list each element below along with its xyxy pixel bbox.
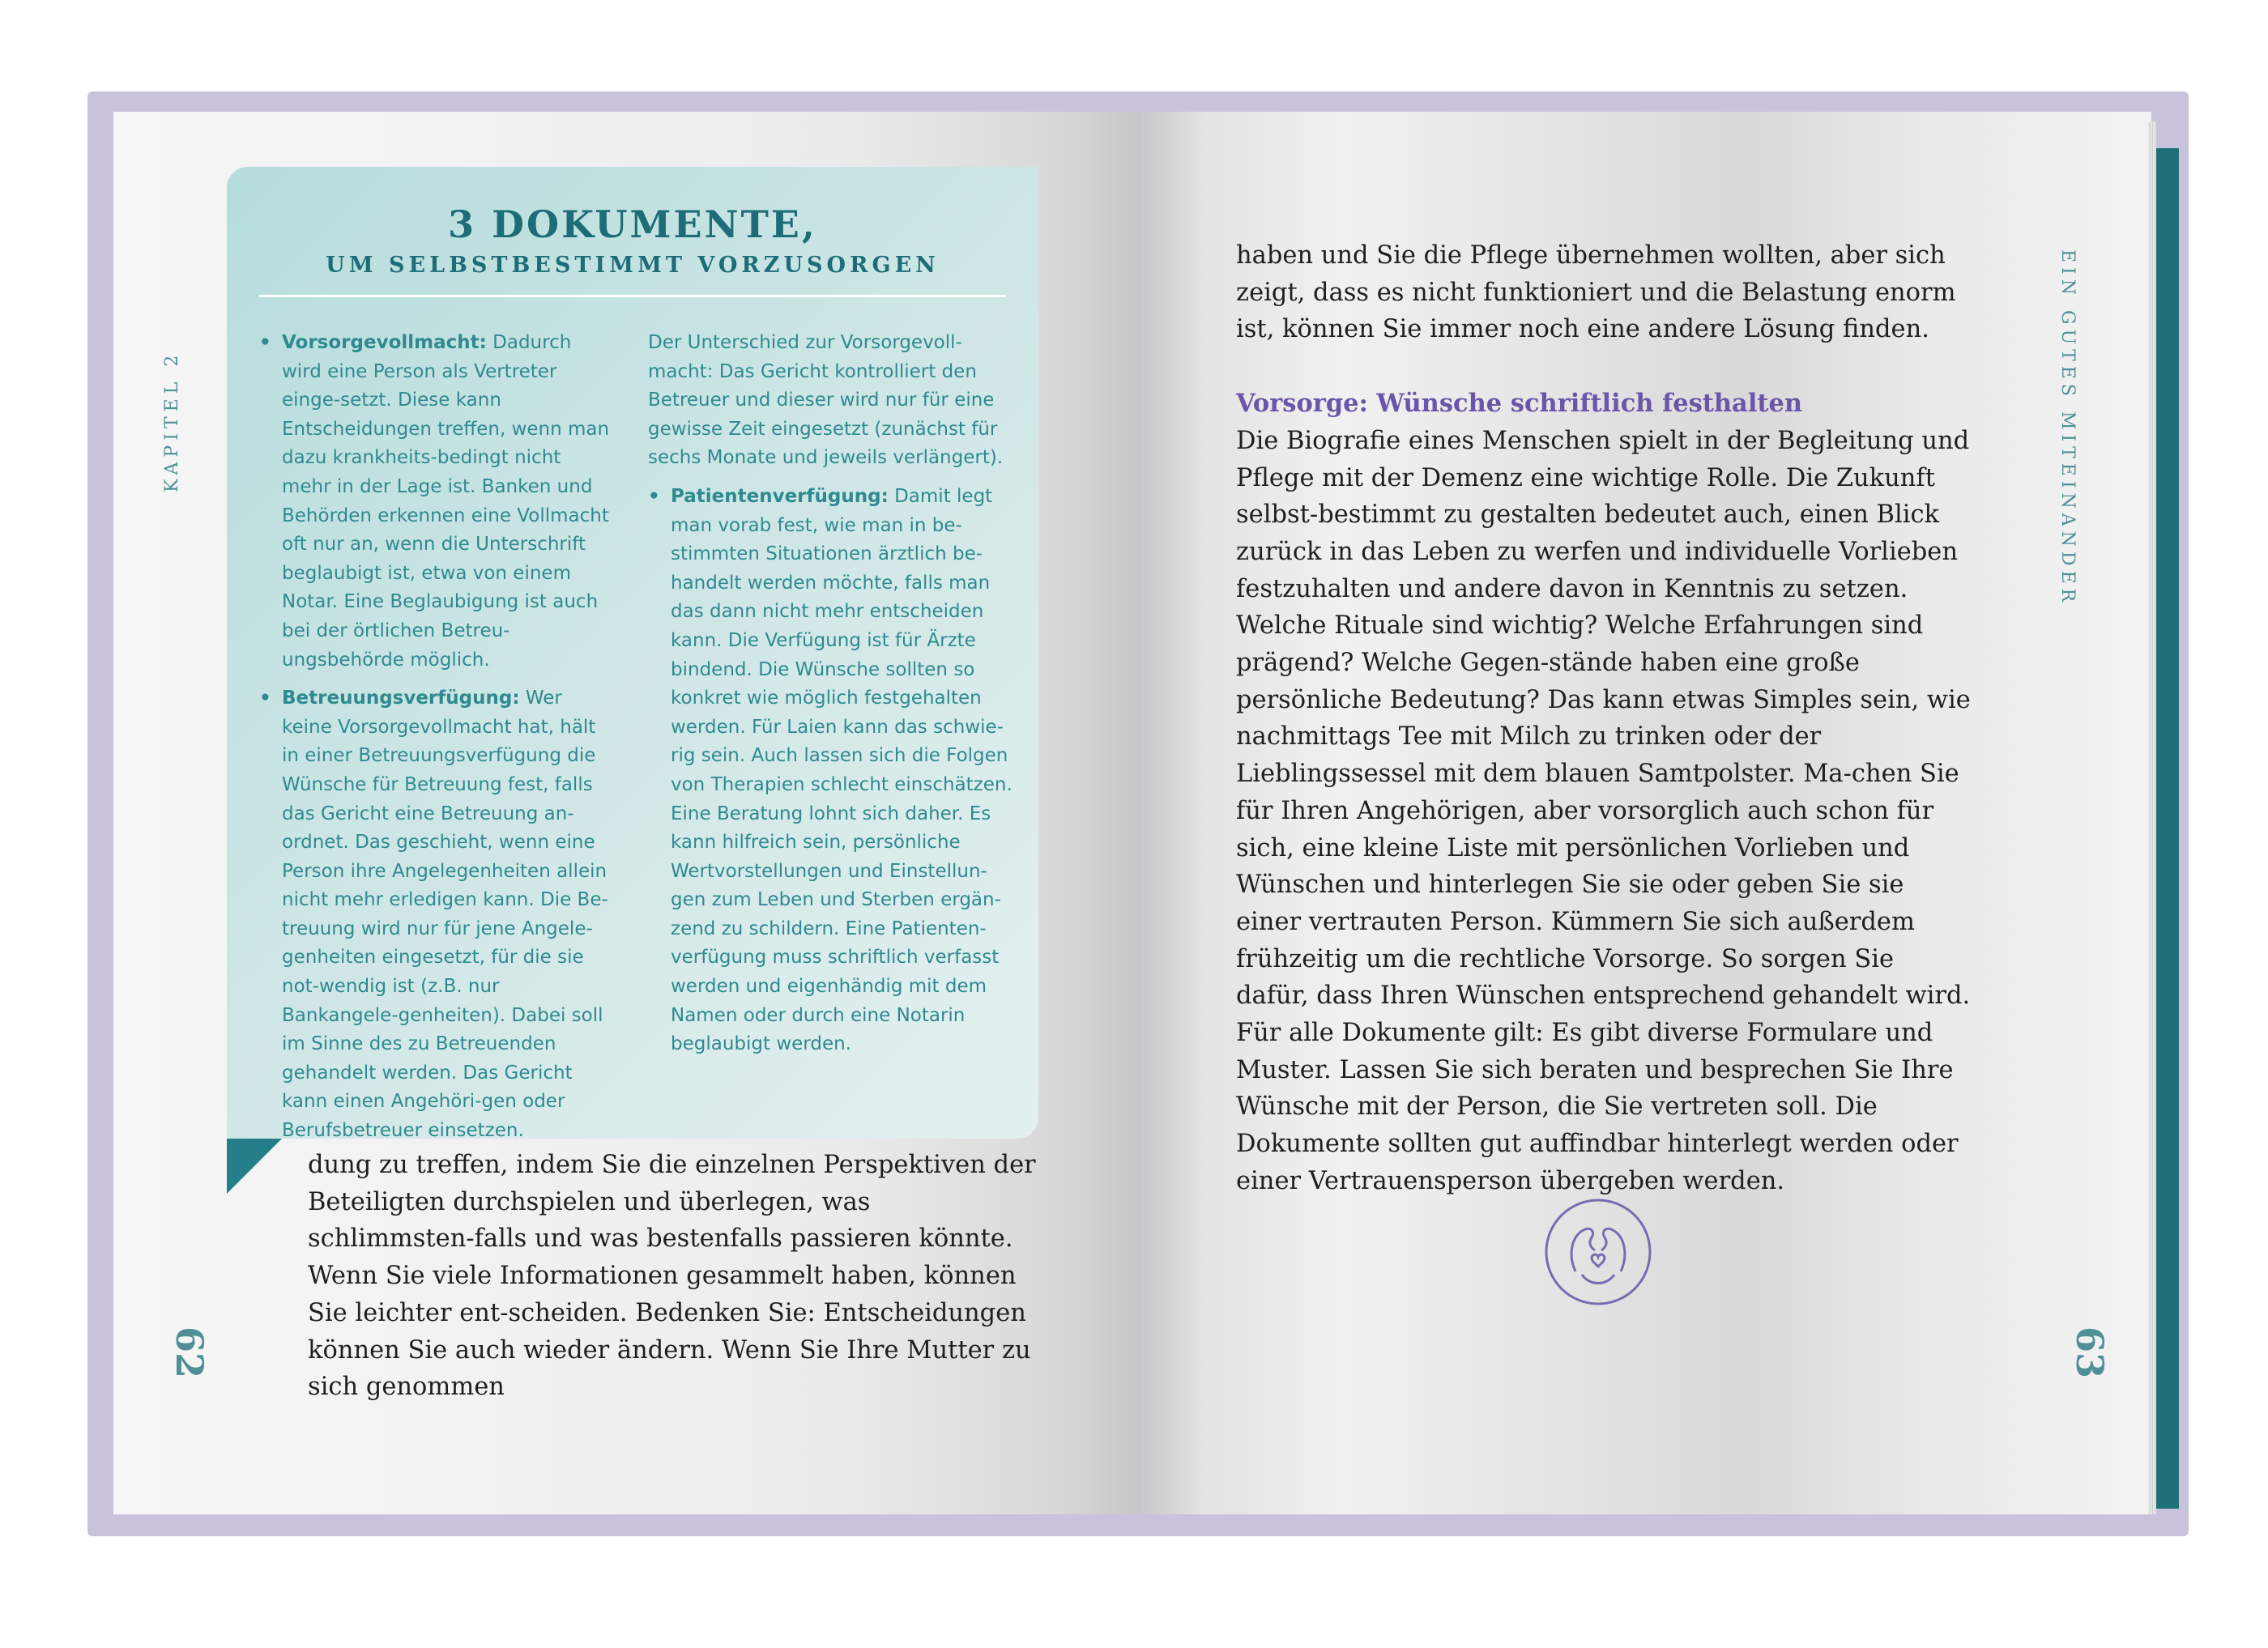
page-number-left: 62 xyxy=(168,1326,212,1379)
term: Betreuungsverfügung: xyxy=(282,688,520,709)
bullet-icon: • xyxy=(259,688,271,709)
left-body-text xyxy=(308,1147,1037,1406)
body-paragraph: dung zu treffen, indem Sie die einzelnen Perspektiven der Beteiligten durchspielen und überlegen, was schlimmsten-falls und was bestenfalls passieren könnte. Wenn Sie viele Informationen gesammelt haben, können Sie leichter ent-scheiden. Bedenken Sie: Entscheidungen können Sie auch wieder ändern. Wenn Sie Ihre Mutter zu sich genommen xyxy=(308,1151,1036,1402)
cover-back-spine xyxy=(2156,148,2179,1509)
term: Vorsorgevollmacht: xyxy=(282,332,487,353)
right-page xyxy=(1142,112,2151,1514)
right-body-text xyxy=(1236,237,1973,1200)
list-item-betreuungsverfuegung xyxy=(259,684,616,1146)
box-column-1 xyxy=(259,329,616,1156)
left-page xyxy=(113,112,1140,1514)
term-text: Damit legt man vorab fest, wie man in be-stimmten Situationen ärztlich be-handelt werden möchte, falls man das dann nicht mehr entscheiden kann. Die Verfügung ist für Ärzte bindend. Die Wünsche sollten so konkret wie möglich festgehalten werden. Für Laien kann das schwie-rig sein. Auch lassen sich die Folgen von Therapien schlecht einschätzen. Eine Beratung lohnt sich daher. Es kann hilfreich sein, persönliche Wertvorstellungen und Einstellun-gen zum Leben und Sterben ergän-zend zu schildern. Eine Patienten-verfügung muss schriftlich verfasst werden und eigenhändig mit dem Namen oder durch eine Notarin beglaubigt werden. xyxy=(671,485,1013,1055)
running-head-left: KAPITEL 2 xyxy=(162,350,182,492)
info-box xyxy=(227,167,1038,1142)
bullet-icon: • xyxy=(259,332,271,353)
body-paragraph: Die Biografie eines Menschen spielt in der Begleitung und Pflege mit der Demenz eine wichtige Rolle. Die Zukunft selbst-bestimmt zu gestalten bedeutet auch, einen Blick zurück in das Leben zu werfen und individuelle Vorlieben festzuhalten und andere davon in Kenntnis zu setzen. Welche Rituale sind wichtig? Welche Erfahrungen sind prägend? Welche Gegen-stände haben eine große persönliche Bedeutung? Das kann etwas Simples sein, wie nachmittags Tee mit Milch zu trinken oder der Lieblingssessel mit dem blauen Samtpolster. Ma-chen Sie für Ihren Angehörigen, aber vorsorglich auch schon für sich, eine kleine Liste mit persönlichen Vorlieben und Wünschen und hinterlegen Sie sie oder geben Sie sie einer vertrauten Person. Kümmern Sie sich außerdem frühzeitig um die rechtliche Vorsorge. So sorgen Sie dafür, dass Ihren Wünschen entsprechend gehandelt wird. Für alle Dokumente gilt: Es gibt diverse Formulare und Muster. Lassen Sie sich beraten und besprechen Sie Ihre Wünsche mit der Person, die Sie vertreten soll. Die Dokumente sollten gut auffindbar hinterlegt werden oder einer Vertrauensperson übergeben werden. xyxy=(1236,426,1971,1195)
two-faces-heart-icon xyxy=(1543,1197,1653,1307)
term-text: Wer keine Vorsorgevollmacht hat, hält in einer Betreuungsverfügung die Wünsche für Betreuung fest, falls das Gericht eine Betreuung an-ordnet. Das geschieht, wenn eine Person ihre Angelegenheiten allein nicht mehr erledigen kann. Die Be-treuung wird nur für jene Angele-genheiten eingesetzt, für die sie not-wendig ist (z.B. nur Bankangele-genheiten). Dabei soll im Sinne des zu Betreuenden gehandelt werden. Das Gericht kann einen Angehöri-gen oder Berufsbetreuer einsetzen. xyxy=(282,688,608,1142)
section-heading: Vorsorge: Wünsche schriftlich festhalten xyxy=(1236,389,1803,419)
term-text: Dadurch wird eine Person als Vertreter einge-setzt. Diese kann Entscheidungen treffen, wenn man dazu krankheits-bedingt nicht mehr in der Lage ist. Banken und Behörden erkennen eine Vollmacht oft nur an, wenn die Unterschrift beglaubigt ist, etwa von einem Notar. Eine Beglaubigung ist auch bei der örtlichen Betreu-ungsbehörde möglich. xyxy=(282,332,610,671)
box-subtitle: UM SELBSTBESTIMMT VORZUSORGEN xyxy=(326,253,940,278)
term: Patientenverfügung: xyxy=(671,485,889,507)
box-title: 3 DOKUMENTE, xyxy=(448,202,817,246)
list-item-patientenverfuegung xyxy=(648,483,1021,1059)
page-number-right: 63 xyxy=(2068,1326,2112,1379)
bullet-icon: • xyxy=(648,485,660,507)
list-item-vorsorgevollmacht xyxy=(259,329,616,675)
box-divider xyxy=(259,295,1006,297)
box-paragraph: Der Unterschied zur Vorsorgevoll-macht: Das Gericht kontrolliert den Betreuer und dieser wird nur für eine gewisse Zeit eingesetzt (zunächst für sechs Monate und jeweils verlängert). xyxy=(648,332,1004,469)
intro-paragraph: haben und Sie die Pflege übernehmen wollten, aber sich zeigt, dass es nicht funktioniert und die Belastung enorm ist, können Sie immer noch eine andere Lösung finden. xyxy=(1236,241,1956,344)
page-block-edge xyxy=(2148,121,2156,1514)
running-head-right: EIN GUTES MITEINANDER xyxy=(2057,249,2078,607)
box-column-2 xyxy=(648,329,1021,1069)
box-corner-fold xyxy=(227,1139,282,1194)
